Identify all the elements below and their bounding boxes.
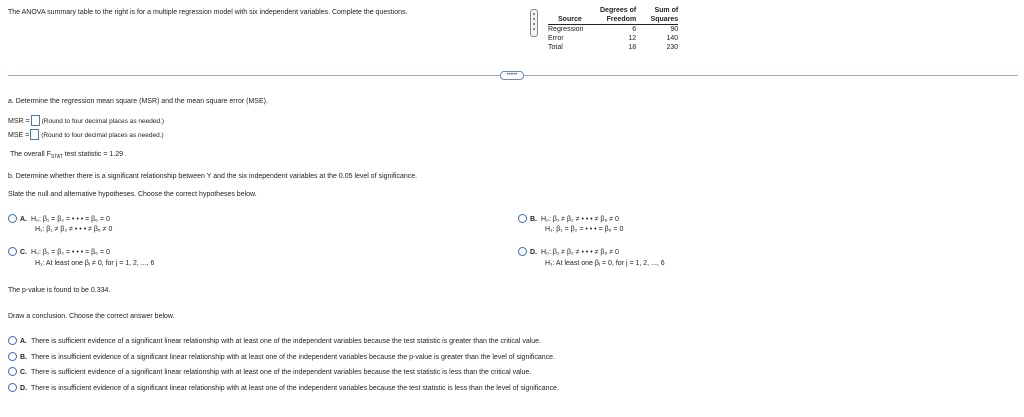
anova-header-ss-top: Sum of [654,7,679,14]
radio-c[interactable] [8,367,17,376]
option-text: There is sufficient evidence of a significant linear relationship with at least one of the independent variables because the test statistic is less than the critical value. [31,369,532,376]
option-letter: A. [20,216,27,223]
option-letter: A. [20,338,27,345]
hypothesis-option-b-h1: H₁: β₁ = β₂ = • • • = β₆ = 0 [545,226,624,233]
radio-b[interactable] [8,352,17,361]
anova-header-df-top: Degrees of [600,7,637,14]
hypothesis-option-d-h1: H₁: At least one βⱼ = 0, for j = 1, 2, ..., 6 [545,260,665,267]
radio-d[interactable] [518,247,527,256]
radio-a[interactable] [8,336,17,345]
fstat-prefix: The overall F [10,151,51,158]
option-text: There is sufficient evidence of a significant linear relationship with at least one of the independent variables because the test statistic is greater than the critical value. [31,338,541,345]
hypotheses-instruction: Slate the null and alternative hypotheses. Choose the correct hypotheses below. [8,191,257,198]
conclusion-option-b[interactable] [8,352,555,361]
conclusion-option-c[interactable] [8,367,531,376]
radio-a[interactable] [8,214,17,223]
fstat-subscript: STAT [50,154,63,160]
hypothesis-option-b[interactable] [518,214,619,223]
radio-c[interactable] [8,247,17,256]
mse-row [8,129,164,140]
table-row [548,43,678,52]
row-ss: 140 [666,35,679,42]
option-letter: C. [20,369,27,376]
row-source: Regression [548,26,584,33]
option-letter: D. [530,249,537,256]
option-letter: C. [20,249,27,256]
radio-b[interactable] [518,214,527,223]
grip-dot-icon [533,13,535,15]
msr-hint: (Round to four decimal places as needed.) [41,118,165,125]
anova-header-ss: Squares [636,15,678,25]
anova-table [548,6,678,52]
option-letter: D. [20,385,27,392]
option-letter: B. [20,354,27,361]
option-h0: H₀: β₁ = β₂ = • • • = β₆ = 0 [31,216,110,223]
option-letter: B. [530,216,537,223]
hypothesis-option-d[interactable] [518,247,619,256]
table-row [548,34,678,43]
msr-label: MSR = [8,118,30,125]
grip-dot-icon [533,23,535,25]
row-ss: 90 [670,26,679,33]
table-row [548,25,678,35]
grip-dot-icon [533,18,535,20]
hypothesis-option-a[interactable] [8,214,110,223]
row-source: Error [548,35,564,42]
option-h0: H₀: β₁ = β₂ = • • • = β₆ = 0 [31,249,110,256]
hypothesis-option-c-h1: H₁: At least one βⱼ ≠ 0, for j = 1, 2, ..., 6 [35,260,155,267]
pvalue-text: The p-value is found to be 0.334. [8,287,111,294]
hypothesis-option-a-h1: H₁: β₁ ≠ β₂ ≠ • • • ≠ β₆ ≠ 0 [35,226,113,233]
grip-dot-icon [533,28,535,30]
conclusion-option-a[interactable] [8,336,541,345]
option-text: There is insufficient evidence of a significant linear relationship with at least one of the independent variables because the test statistic is less than the level of significance. [31,385,559,392]
anova-header-source: Source [548,15,600,25]
radio-d[interactable] [8,383,17,392]
msr-row [8,115,164,126]
row-source: Total [548,44,563,51]
conclusion-option-d[interactable] [8,383,559,392]
row-df: 12 [628,35,637,42]
part-b-question: b. Determine whether there is a significant relationship between Y and the six independent variables at the 0.05 level of significance. [8,173,418,180]
mse-label: MSE = [8,132,30,139]
option-text: There is insufficient evidence of a significant linear relationship with at least one of the independent variables because the p-value is greater than the level of significance. [31,354,556,361]
option-h0: H₀: β₁ ≠ β₂ ≠ • • • ≠ β₆ ≠ 0 [541,249,619,256]
panel-resize-handle[interactable] [530,9,538,37]
fstat-text [10,151,127,160]
hypothesis-option-c[interactable] [8,247,110,256]
conclusion-prompt: Draw a conclusion. Choose the correct answer below. [8,313,175,320]
expand-handle[interactable]: ••••• [500,71,524,80]
row-df: 6 [632,26,637,33]
row-ss: 230 [666,44,679,51]
fstat-suffix: test statistic = 1.29 . [62,151,127,158]
anova-header-df: Freedom [600,15,636,25]
option-h0: H₀: β₁ ≠ β₂ ≠ • • • ≠ β₆ ≠ 0 [541,216,619,223]
row-df: 18 [628,44,637,51]
part-a-question: a. Determine the regression mean square (MSR) and the mean square error (MSE). [8,98,268,105]
problem-intro: The ANOVA summary table to the right is for a multiple regression model with six independent variables. Complete the questions. [8,9,408,16]
msr-input[interactable] [31,115,40,126]
mse-input[interactable] [30,129,39,140]
mse-hint: (Round to four decimal places as needed.) [41,132,164,139]
